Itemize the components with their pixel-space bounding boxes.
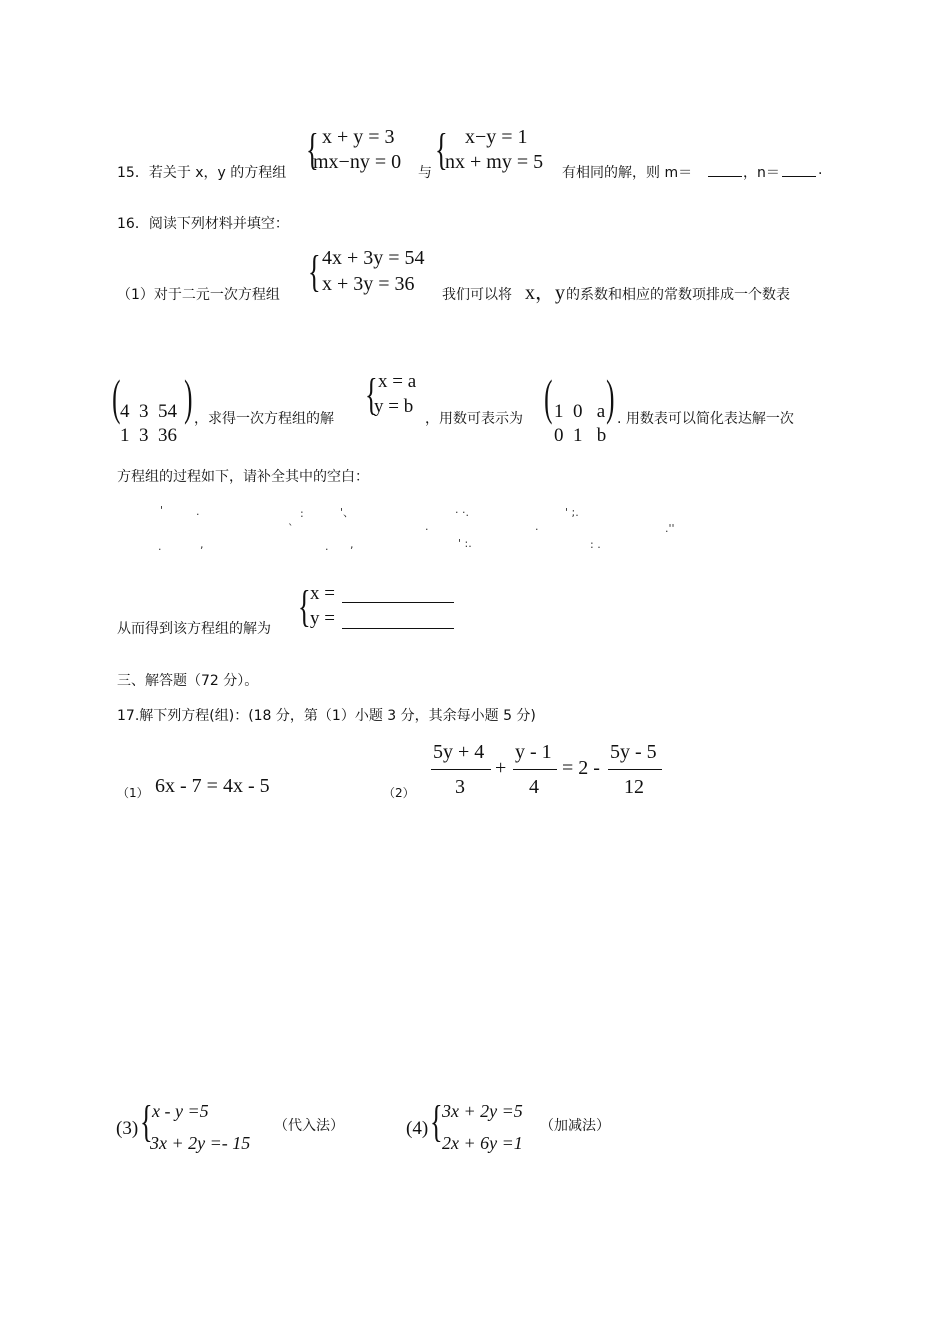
q16-sys-line1: 4x + 3y = 54 bbox=[322, 247, 425, 269]
q17-p3-line1: x - y =5 bbox=[152, 1101, 209, 1121]
q17-p2-den3: 12 bbox=[624, 776, 644, 798]
q16-blank-x[interactable] bbox=[342, 602, 454, 603]
scan-dot: . bbox=[325, 540, 329, 553]
q15-sys1-line2: mx−ny = 0 bbox=[313, 151, 402, 173]
q17-p4-label: (4) bbox=[406, 1118, 429, 1139]
q17-p1-label: （1） bbox=[117, 786, 149, 800]
q15-brace-2: { bbox=[435, 125, 448, 174]
scan-dot: , bbox=[350, 538, 354, 551]
q15-sys2-line1: x−y = 1 bbox=[465, 126, 528, 148]
q16-part1-suffix-a: 我们可以将 bbox=[442, 287, 512, 303]
q16-title: 16．阅读下列材料并填空： bbox=[117, 216, 289, 232]
q16-blank-y[interactable] bbox=[342, 628, 454, 629]
q17-p3-brace: { bbox=[140, 1097, 153, 1146]
scan-dot: · bbox=[196, 508, 200, 521]
q15-suffix-a: 有相同的解，则 m＝ bbox=[562, 165, 693, 181]
q16-mid-a: ，求得一次方程组的解 bbox=[194, 411, 334, 427]
matrix1-row1: 4 3 54 bbox=[120, 401, 177, 422]
scan-dot: ' bbox=[160, 504, 164, 517]
scan-dot: · bbox=[535, 523, 539, 536]
scan-dot: : bbox=[300, 507, 304, 520]
q17-p4-line1: 3x + 2y =5 bbox=[442, 1101, 523, 1121]
scan-dot: · bbox=[425, 523, 429, 536]
q15-brace-1: { bbox=[306, 125, 319, 174]
q17-p4-brace: { bbox=[430, 1097, 443, 1146]
q17-p3-line2: 3x + 2y =- 15 bbox=[150, 1133, 251, 1153]
q17-p4-line2: 2x + 6y =1 bbox=[442, 1133, 523, 1153]
q16-part1-prefix: （1）对于二元一次方程组 bbox=[117, 287, 280, 303]
scan-dot: ` bbox=[288, 522, 294, 535]
q16-result-x: x = bbox=[310, 583, 335, 604]
q16-sol-line2: y = b bbox=[374, 396, 414, 417]
q15-blank-n[interactable] bbox=[782, 176, 816, 177]
matrix2-row2: 0 1 b bbox=[554, 425, 607, 446]
q16-xy: x，y bbox=[525, 282, 565, 304]
q15-connector: 与 bbox=[418, 165, 432, 181]
q16-result-brace: { bbox=[298, 582, 311, 631]
q16-mid-c: . 用数表可以简化表达解一次 bbox=[617, 411, 794, 427]
q17-p2-num3: 5y - 5 bbox=[610, 741, 657, 763]
matrix2-left-paren: ( bbox=[544, 369, 553, 425]
q17-title: 17.解下列方程(组)：(18 分，第（1）小题 3 分，其余每小题 5 分) bbox=[117, 708, 536, 724]
matrix2-right-paren: ) bbox=[606, 369, 615, 425]
q17-p2-eq: = 2 - bbox=[562, 757, 600, 779]
matrix2 bbox=[554, 376, 606, 448]
q17-p2-num2: y - 1 bbox=[515, 741, 552, 763]
q15-blank-m[interactable] bbox=[708, 176, 742, 177]
q16-sol-brace: { bbox=[365, 370, 378, 419]
matrix1-row2: 1 3 36 bbox=[120, 425, 177, 446]
q17-p2-den2: 4 bbox=[529, 776, 539, 798]
matrix2-row1: 1 0 a bbox=[554, 401, 606, 422]
matrix1-right-paren: ) bbox=[184, 369, 193, 425]
section3-heading: 三、解答题（72 分）。 bbox=[117, 673, 259, 689]
q16-part1-suffix-b: 的系数和相应的常数项排成一个数表 bbox=[566, 287, 790, 303]
q15-suffix-c: . bbox=[818, 162, 823, 178]
q15-suffix-b: ，n＝ bbox=[743, 165, 780, 181]
q16-brace: { bbox=[308, 247, 321, 296]
q17-p2-num1: 5y + 4 bbox=[433, 741, 485, 763]
q15-prefix: 15．若关于 x，y 的方程组 bbox=[117, 165, 287, 181]
matrix1 bbox=[120, 376, 177, 448]
q17-p4-method: （加减法） bbox=[540, 1118, 610, 1134]
q17-p2-label: （2） bbox=[383, 786, 415, 800]
q16-result-prefix: 从而得到该方程组的解为 bbox=[117, 621, 271, 637]
matrix1-left-paren: ( bbox=[112, 369, 121, 425]
q17-p2-plus: + bbox=[495, 757, 507, 779]
q17-p3-label: (3) bbox=[116, 1118, 139, 1139]
q15-sys1-line1: x + y = 3 bbox=[322, 126, 395, 148]
scan-dot: , bbox=[200, 538, 204, 551]
q17-p2-bar3 bbox=[608, 769, 662, 770]
q17-p3-method: （代入法） bbox=[274, 1118, 344, 1134]
q16-sol-line1: x = a bbox=[378, 371, 417, 392]
q17-p2-bar2 bbox=[513, 769, 557, 770]
q17-p2-den1: 3 bbox=[455, 776, 465, 798]
scan-dot: ' ;. bbox=[565, 506, 579, 519]
scan-dot: : . bbox=[590, 538, 601, 551]
q17-p1-equation: 6x - 7 = 4x - 5 bbox=[155, 775, 270, 797]
scan-dot: ' :. bbox=[458, 537, 472, 550]
scan-dot: · ·. bbox=[455, 506, 469, 519]
scan-dot: .'' bbox=[665, 522, 675, 535]
q16-line3: 方程组的过程如下，请补全其中的空白： bbox=[117, 469, 369, 485]
scan-dot: '、 bbox=[340, 506, 355, 519]
q16-result-y: y = bbox=[310, 608, 335, 629]
q16-sys-line2: x + 3y = 36 bbox=[322, 273, 415, 295]
q16-mid-b: ，用数可表示为 bbox=[425, 411, 523, 427]
q15-sys2-line2: nx + my = 5 bbox=[445, 151, 544, 173]
q17-p2-bar1 bbox=[431, 769, 491, 770]
scan-dot: . bbox=[158, 540, 162, 553]
